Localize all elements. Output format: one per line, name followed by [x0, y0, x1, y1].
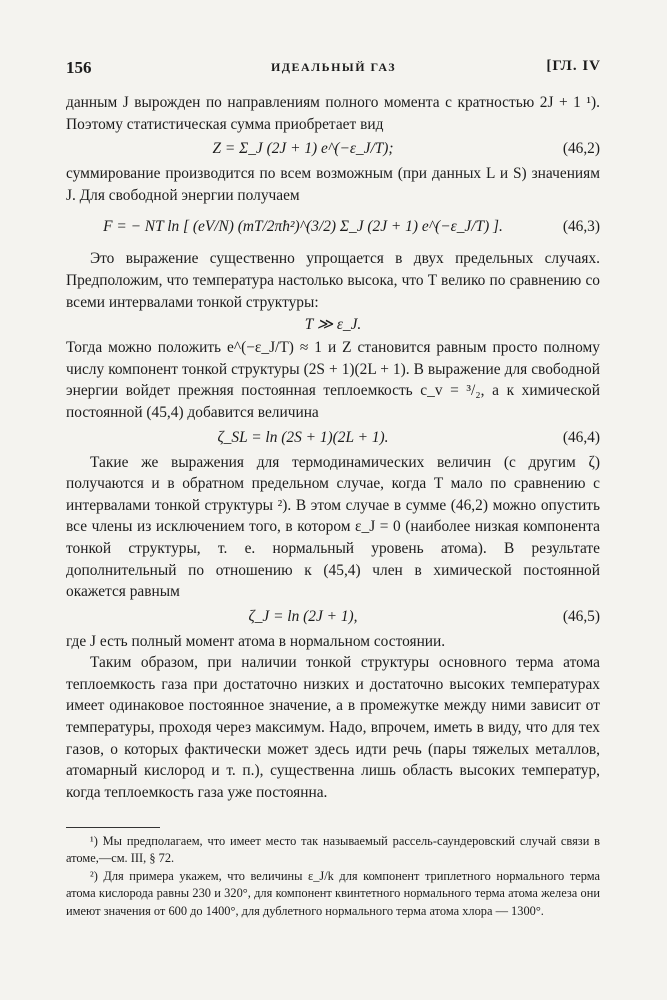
equation-46-5 — [66, 603, 600, 631]
main-text — [66, 92, 600, 803]
running-head — [66, 58, 601, 82]
paragraph: данным J вырожден по направлениям полного момента с кратностью 2J + 1 ¹). Поэтому статистическая сумма приобретает вид — [66, 94, 600, 133]
paragraph: Это выражение существенно упрощается в двух предельных случаях. Предположим, что температура настолько высока, что T велико по сравнению со всеми интервалами тонкой структуры: — [66, 250, 600, 311]
equation-formula: F = − NT ln [ (eV/N) (mT/2πħ²)^(3/2) Σ_J (2J + 1) e^(−ε_J/T) ]. — [103, 218, 503, 236]
paragraph: Таким образом, при наличии тонкой структуры основного терма атома теплоемкость газа при достаточно низких и достаточно высоких температурах имеет одинаковое постоянное значение, а в промежутке между ними зависит от температуры, проходя через максимум. Надо, впрочем, иметь в виду, что для тех газов, о которых фактически может здесь идти речь (пары тяжелых металлов, атомарный кислород и т. п.), существенна лишь область высоких температур, когда теплоемкость газа уже постоянна. — [66, 654, 600, 801]
equation-number: (46,5) — [562, 607, 600, 625]
paragraph: Тогда можно положить e^(−ε_J/T) ≈ 1 и Z становится равным просто полному числу компонент тонкой структуры (2S + 1)(2L + 1). В выражение для свободной энергии войдет прежняя постоянная теплоемкость c_v = ³/₂, а к химической постоянной (45,4) добавится величина — [66, 339, 600, 421]
chapter-reference: [ГЛ. IV — [546, 58, 601, 74]
equation-46-4 — [66, 424, 600, 452]
equation-46-2 — [66, 135, 600, 163]
paragraph: где J есть полный момент атома в нормальном состоянии. — [66, 632, 446, 650]
equation-formula: ζ_J = ln (2J + 1), — [248, 607, 358, 625]
condition-formula: T ≫ ε_J. — [304, 316, 362, 334]
chapter-title: ИДЕАЛЬНЫЙ ГАЗ — [270, 60, 397, 74]
equation-formula: ζ_SL = ln (2S + 1)(2L + 1). — [217, 428, 389, 446]
footnote: ¹) Мы предполагаем, что имеет место так называемый рассель-саундеровский случай связи в атоме,—см. III, § 72. — [66, 834, 600, 866]
equation-number: (46,2) — [562, 140, 600, 158]
footnote: ²) Для примера укажем, что величины ε_J/k для компонент триплетного нормального терма атома кислорода равны 230 и 320°, для компонент квинтетного нормального терма атома железа они имеют значения от 600 до 1400°, для дублетного нормального терма атома хлора — 1300°. — [66, 868, 600, 918]
page-number: 156 — [66, 58, 92, 77]
paragraph: суммирование производится по всем возможным (при данных L и S) значениям J. Для свободной энергии получаем — [66, 165, 600, 204]
equation-number: (46,4) — [562, 428, 600, 446]
paragraph: Такие же выражения для термодинамических величин (с другим ζ) получаются и в обратном предельном случае, когда T мало по сравнению с интервалами тонкой структуры ²). В этом случае в сумме (46,2) можно опустить все члены из исключением того, в котором ε_J = 0 (наиболее низкая компонента тонкой структуры, т. е. нормальный уровень атома). В результате дополнительный по отношению к (45,4) член в химической постоянной окажется равным — [66, 453, 600, 601]
footnote-divider — [66, 827, 160, 828]
equation-46-3 — [66, 206, 600, 248]
footnotes — [66, 833, 600, 920]
equation-formula: Z = Σ_J (2J + 1) e^(−ε_J/T); — [212, 140, 394, 158]
equation-number: (46,3) — [562, 218, 600, 236]
